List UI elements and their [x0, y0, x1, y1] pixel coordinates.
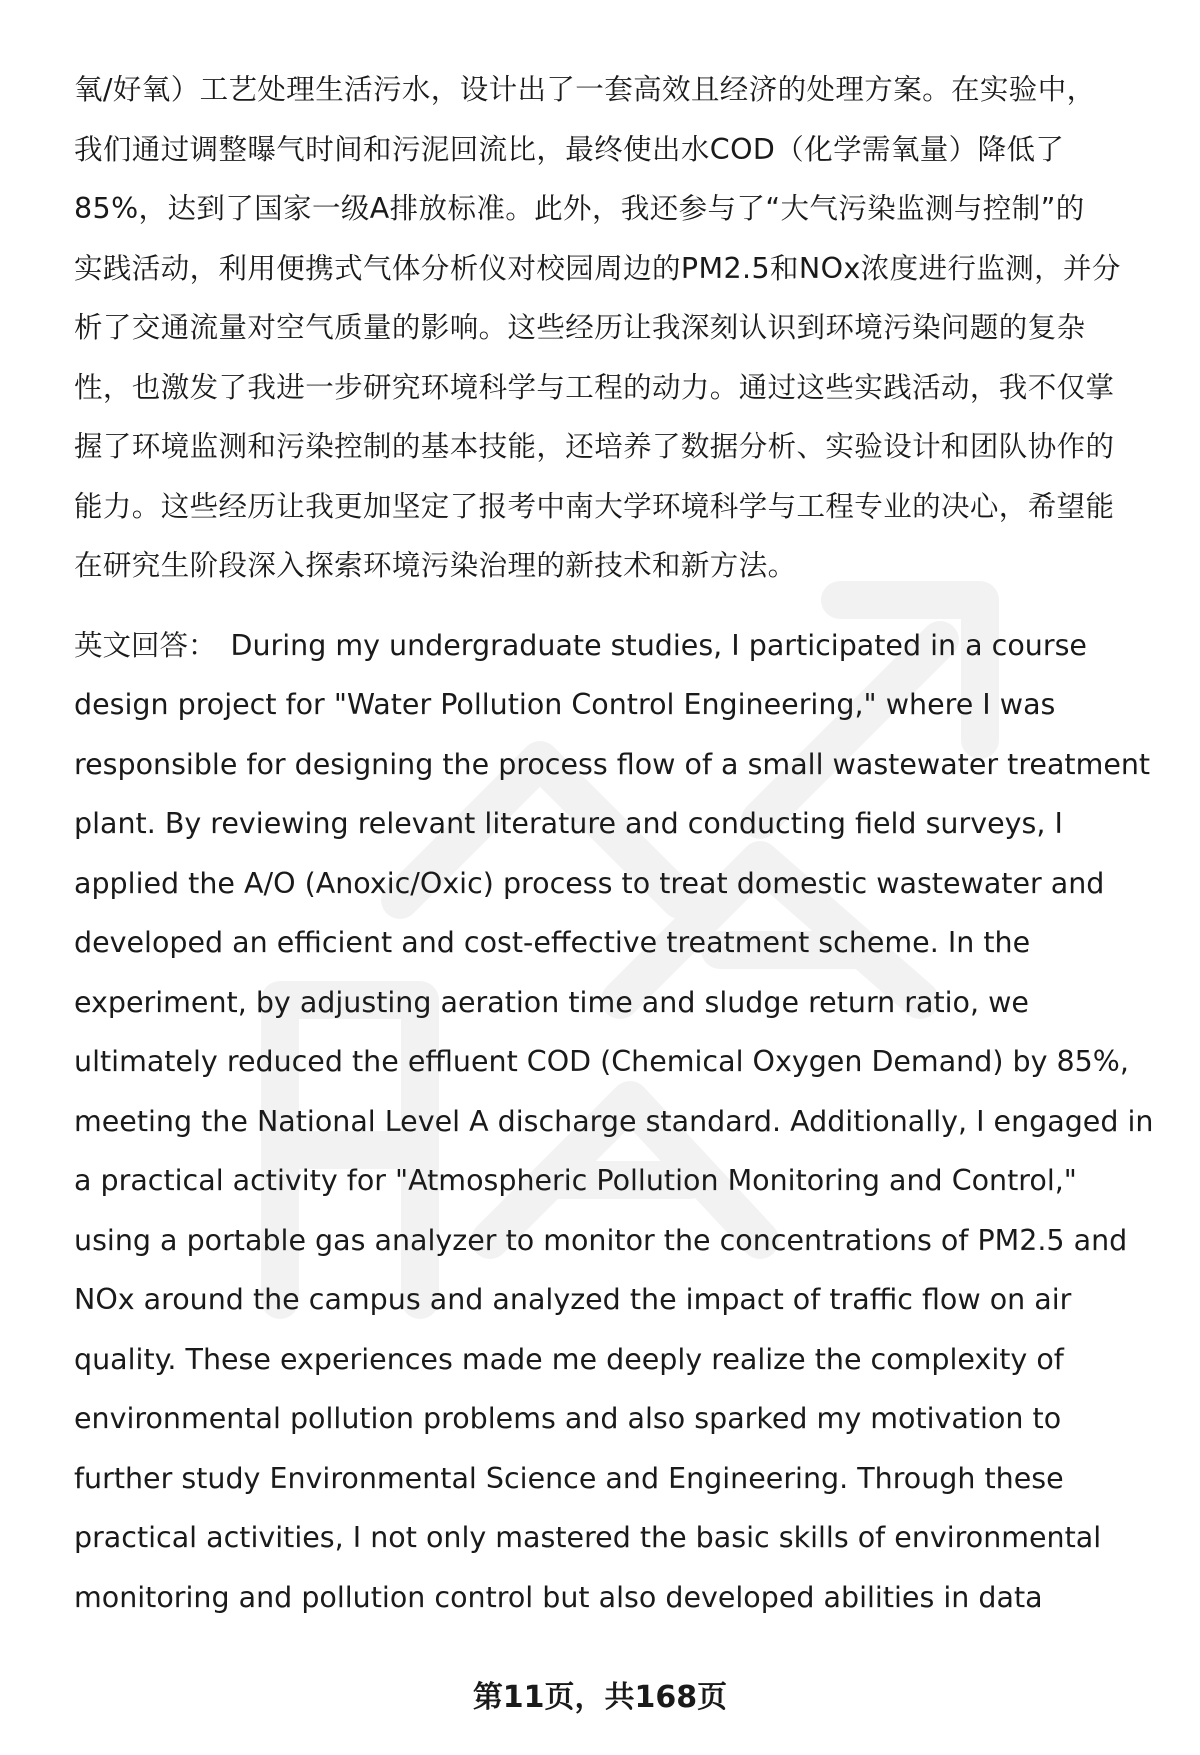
- zh-text-line: 实践活动，利用便携式气体分析仪对校园周边的PM2.5和NOx浓度进行监测，并分: [74, 251, 1121, 285]
- en-text-line: further study Environmental Science and Engineering. Through these: [74, 1461, 1064, 1495]
- en-text-line: using a portable gas analyzer to monitor the concentrations of PM2.5 and: [74, 1223, 1128, 1257]
- en-text-line: During my undergraduate studies, I participated in a course: [230, 628, 1087, 662]
- en-text-line: experiment, by adjusting aeration time and sludge return ratio, we: [74, 985, 1029, 1019]
- en-text-line: applied the A/O (Anoxic/Oxic) process to treat domestic wastewater and: [74, 866, 1105, 900]
- zh-text-line: 氧/好氧）工艺处理生活污水，设计出了一套高效且经济的处理方案。在实验中，: [74, 73, 1096, 106]
- english-answer-first-line: [74, 616, 1154, 676]
- en-text-line: developed an efficient and cost-effective treatment scheme. In the: [74, 926, 1031, 959]
- en-text-line: environmental pollution problems and also sparked my motivation to: [74, 1402, 1062, 1435]
- en-text-line: plant. By reviewing relevant literature and conducting field surveys, I: [74, 807, 1063, 840]
- en-text-line: meeting the National Level A discharge standard. Additionally, I engaged in: [74, 1104, 1154, 1138]
- en-text-line: NOx around the campus and analyzed the impact of traffic flow on air: [74, 1283, 1072, 1316]
- document-body: [74, 60, 1154, 1627]
- en-text-line: monitoring and pollution control but also developed abilities in data: [74, 1580, 1043, 1614]
- en-text-line: design project for "Water Pollution Control Engineering," where I was: [74, 688, 1056, 721]
- zh-text-line: 85%，达到了国家一级A排放标准。此外，我还参与了“大气污染监测与控制”的: [74, 192, 1085, 225]
- en-text-line: practical activities, I not only mastered the basic skills of environmental: [74, 1521, 1102, 1554]
- zh-text-line: 能力。这些经历让我更加坚定了报考中南大学环境科学与工程专业的决心，希望能: [74, 489, 1115, 523]
- zh-text-line: 在研究生阶段深入探索环境污染治理的新技术和新方法。: [74, 549, 797, 582]
- zh-text-line: 性，也激发了我进一步研究环境科学与工程的动力。通过这些实践活动，我不仅掌: [74, 370, 1115, 404]
- paragraph-gap: [74, 596, 1154, 616]
- en-text-line: ultimately reduced the effluent COD (Chemical Oxygen Demand) by 85%,: [74, 1045, 1129, 1078]
- page-number-footer: 第11页，共168页: [472, 1680, 728, 1715]
- english-answer-label: 英文回答：: [74, 628, 217, 662]
- en-text-line: a practical activity for "Atmospheric Pollution Monitoring and Control,": [74, 1164, 1077, 1197]
- zh-text-line: 握了环境监测和污染控制的基本技能，还培养了数据分析、实验设计和团队协作的: [74, 430, 1115, 463]
- en-text-line: responsible for designing the process flow of a small wastewater treatment: [74, 747, 1151, 781]
- zh-text-line: 我们通过调整曝气时间和污泥回流比，最终使出水COD（化学需氧量）降低了: [74, 132, 1065, 166]
- en-text-line: quality. These experiences made me deeply realize the complexity of: [74, 1342, 1064, 1376]
- zh-text-line: 析了交通流量对空气质量的影响。这些经历让我深刻认识到环境污染问题的复杂: [74, 311, 1086, 344]
